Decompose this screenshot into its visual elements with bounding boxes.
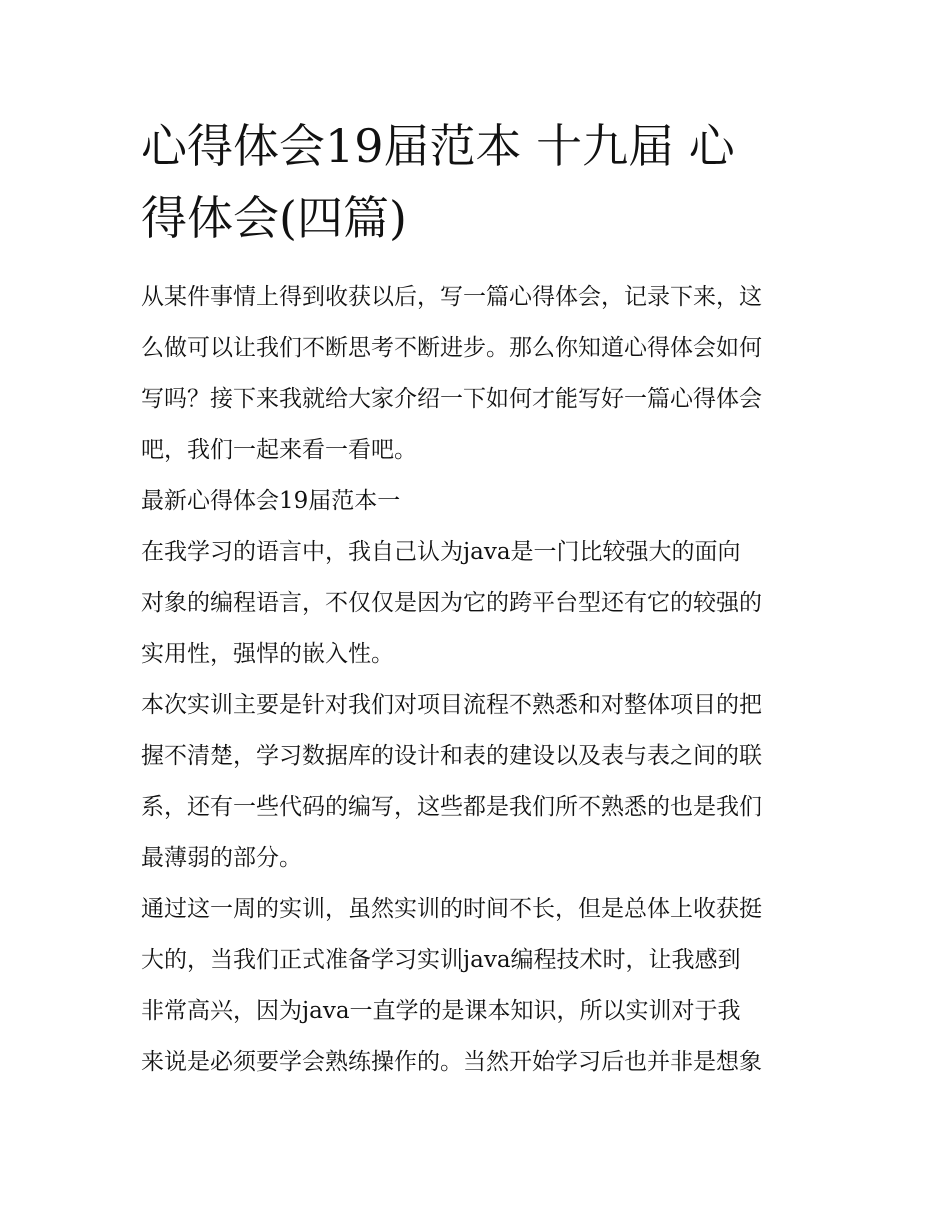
text-line: 非常高兴，因为java一直学的是课本知识，所以实训对于我 [141,998,741,1024]
title-line: 得体会(四篇) [141,191,407,245]
text-line: 系，还有一些代码的编写，这些都是我们所不熟悉的也是我们 [141,794,762,820]
paragraph-java [141,527,813,680]
text-line: 么做可以让我们不断思考不断进步。那么你知道心得体会如何 [141,335,762,361]
text-line: 来说是必须要学会熟练操作的。当然开始学习后也并非是想象 [141,1049,762,1075]
text-line: 从某件事情上得到收获以后，写一篇心得体会，记录下来，这 [141,284,762,310]
text-line: 最薄弱的部分。 [141,845,302,871]
document-body [141,272,813,1088]
text-line: 本次实训主要是针对我们对项目流程不熟悉和对整体项目的把 [141,692,762,718]
text-line: 通过这一周的实训，虽然实训的时间不长，但是总体上收获挺 [141,896,762,922]
page-title [141,110,813,254]
text-line: 对象的编程语言，不仅仅是因为它的跨平台型还有它的较强的 [141,590,762,616]
paragraph-training-goals [141,680,813,884]
text-line: 实用性，强悍的嵌入性。 [141,641,394,667]
section-heading [141,476,813,527]
text-line: 大的，当我们正式准备学习实训java编程技术时，让我感到 [141,947,741,973]
text-line: 写吗？接下来我就给大家介绍一下如何才能写好一篇心得体会 [141,386,762,412]
title-line: 心得体会19届范本 十九届 心 [141,119,735,173]
text-line: 最新心得体会19届范本一 [141,488,401,514]
text-line: 握不清楚，学习数据库的设计和表的建设以及表与表之间的联 [141,743,762,769]
paragraph-intro [141,272,813,476]
text-line: 在我学习的语言中，我自己认为java是一门比较强大的面向 [141,539,741,565]
document-content [141,110,813,1088]
text-line: 吧，我们一起来看一看吧。 [141,437,417,463]
paragraph-training-experience [141,884,813,1088]
